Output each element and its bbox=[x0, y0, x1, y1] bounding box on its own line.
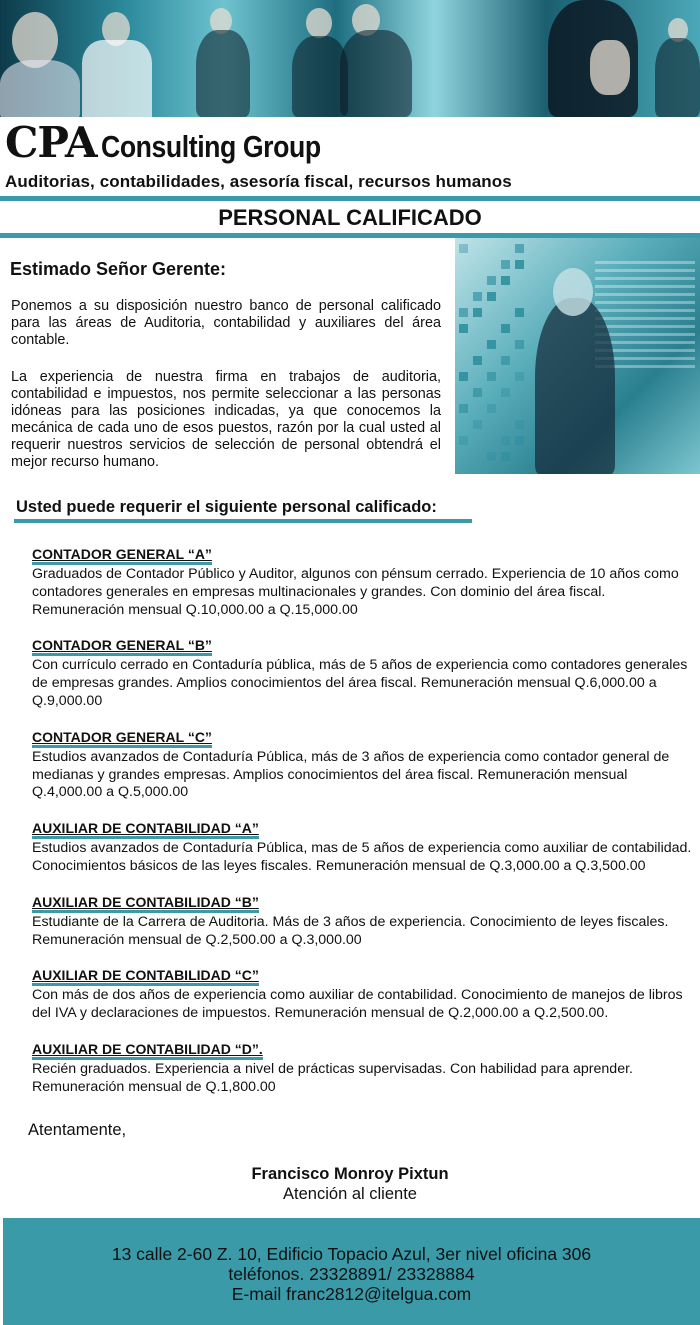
requirements-heading: Usted puede requerir el siguiente personal calificado: bbox=[16, 498, 437, 516]
position-title: CONTADOR GENERAL “C” bbox=[32, 728, 212, 745]
signer-role: Atención al cliente bbox=[283, 1185, 417, 1203]
position-description: Graduados de Contador Público y Auditor, algunos con pénsum cerrado. Experiencia de 10 años como contadores generales en empresas multinacionales y grandes. Con dominio del área fiscal. Remuneración mensual Q.10,000.00 a Q.15,000.00 bbox=[32, 566, 679, 618]
position-title: AUXILIAR DE CONTABILIDAD “C” bbox=[32, 967, 259, 984]
positions-list bbox=[32, 546, 692, 1115]
position-title: AUXILIAR DE CONTABILIDAD “B” bbox=[32, 893, 259, 910]
position-title: CONTADOR GENERAL “B” bbox=[32, 637, 212, 654]
divider-top bbox=[0, 196, 700, 201]
company-tagline: Auditorias, contabilidades, asesoría fiscal, recursos humanos bbox=[5, 172, 512, 191]
section-title: PERSONAL CALIFICADO bbox=[218, 205, 482, 230]
position-description: Con currículo cerrado en Contaduría pública, más de 5 años de experiencia como contadores generales de empresas grandes. Amplios conocimientos del área fiscal. Remuneración mensual Q.6,000.00 a Q.9,000.00 bbox=[32, 657, 688, 709]
position-item bbox=[32, 546, 692, 619]
footer-email: E-mail franc2812@itelgua.com bbox=[231, 1284, 472, 1304]
position-description: Estudios avanzados de Contaduría Pública, mas de 5 años de experiencia como auxiliar de contabilidad. Conocimientos básicos de las leyes fiscales. Remuneración mensual de Q.3,000.00 a Q.3,500.00 bbox=[32, 840, 692, 874]
brand-cpa: CPA bbox=[5, 118, 97, 167]
position-item bbox=[32, 820, 692, 876]
businessman-image bbox=[455, 238, 700, 474]
signer-name: Francisco Monroy Pixtun bbox=[251, 1165, 449, 1183]
position-item bbox=[32, 637, 692, 710]
position-title: AUXILIAR DE CONTABILIDAD “D”. bbox=[32, 1040, 263, 1057]
position-item bbox=[32, 894, 692, 950]
position-description: Recién graduados. Experiencia a nivel de prácticas supervisadas. Con habilidad para aprender. Remuneración mensual de Q.1,800.00 bbox=[32, 1060, 633, 1095]
position-description: Estudiante de la Carrera de Auditoria. Más de 3 años de experiencia. Conocimiento de leyes fiscales. Remuneración mensual de Q.2,500.00 a Q.3,000.00 bbox=[32, 913, 669, 948]
position-description: Estudios avanzados de Contaduría Pública, más de 3 años de experiencia como contador general de medianas y grandes empresas. Amplios conocimientos del área fiscal. Remuneración mensual Q.4,000.00 a Q.5,000.00 bbox=[32, 748, 670, 801]
closing-salutation: Atentamente, bbox=[28, 1121, 127, 1139]
position-description: Con más de dos años de experiencia como auxiliar de contabilidad. Conocimiento de manejos de libros del IVA y declaraciones de impuestos. Remuneración mensual de Q.2,000.00 a Q.2,500.00. bbox=[32, 987, 683, 1022]
greeting: Estimado Señor Gerente: bbox=[10, 259, 227, 279]
position-item bbox=[32, 967, 692, 1023]
brand-consulting-group: Consulting Group bbox=[100, 129, 321, 164]
company-logo bbox=[5, 118, 356, 168]
footer-address: 13 calle 2-60 Z. 10, Edificio Topacio Azul, 3er nivel oficina 306 bbox=[111, 1244, 592, 1264]
position-item bbox=[32, 729, 692, 802]
position-title: AUXILIAR DE CONTABILIDAD “A” bbox=[32, 820, 259, 837]
contact-footer bbox=[3, 1218, 700, 1325]
intro-paragraph-2: La experiencia de nuestra firma en trabajos de auditoria, contabilidad e impuestos, nos permite seleccionar a las personas idóneas para las posiciones indicadas, ya que conocemos la mecánica de cada uno de esos puestos, razón por la cual usted al requerir nuestros servicios de selección de personal obtendrá el mejor recurso humano. bbox=[11, 369, 441, 470]
position-item bbox=[32, 1041, 692, 1097]
requirements-underline bbox=[14, 519, 472, 523]
intro-paragraph-1: Ponemos a su disposición nuestro banco de personal calificado para las áreas de Auditoria, contabilidad y auxiliares del área contable. bbox=[11, 298, 441, 348]
footer-phones: teléfonos. 23328891/ 23328884 bbox=[228, 1264, 475, 1284]
position-title: CONTADOR GENERAL “A” bbox=[32, 546, 212, 562]
header-banner-image bbox=[0, 0, 700, 117]
